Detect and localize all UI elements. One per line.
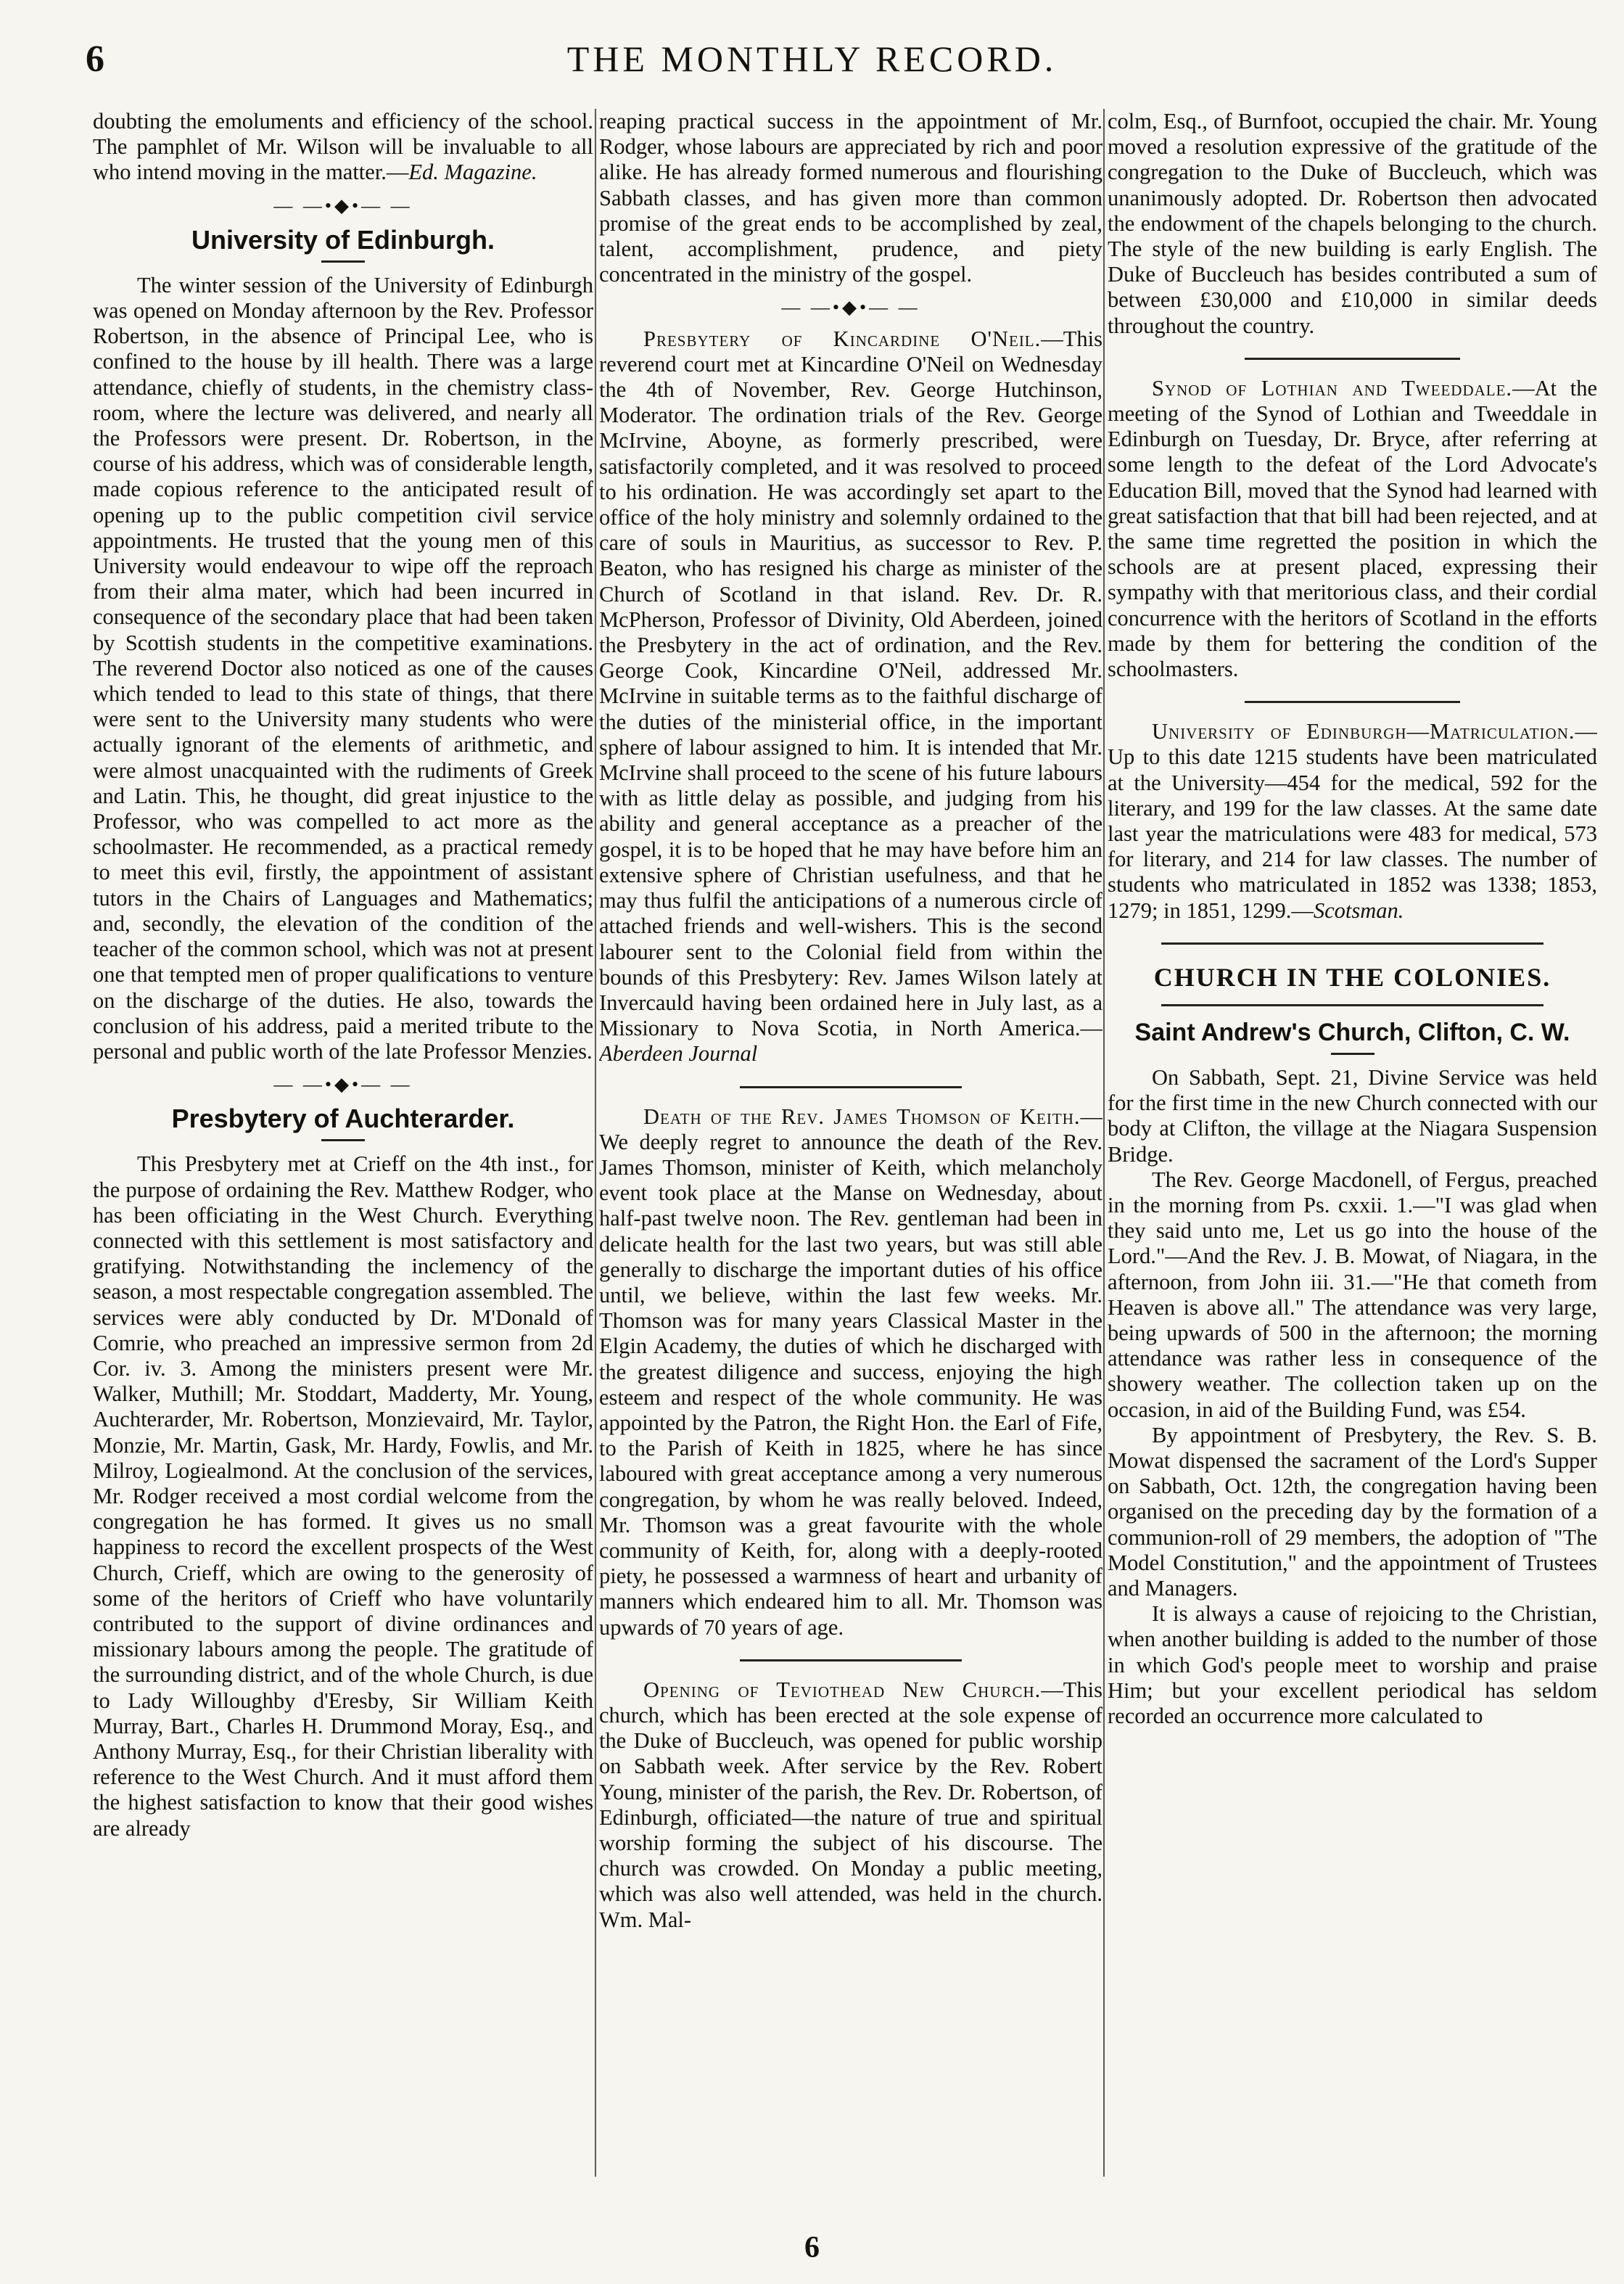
paragraph-clifton-4: It is always a cause of rejoicing to the Christian, when another building is added to the number of those in which God's people meet to worship and praise Him; but your excellent periodical has seldom recorded an occurrence more calculated to [1108,1601,1597,1728]
article-death-thomson [599,1104,1102,1640]
source-scotsman: Scotsman. [1313,897,1404,923]
section-rule [1245,358,1460,360]
article-presbytery-kincardine [599,326,1102,1067]
heading-university-edinburgh: University of Edinburgh. [191,224,495,255]
column-2 [599,109,1102,2191]
publication-title: THE MONTHLY RECORD. [566,38,1058,79]
continuation-text: doubting the emoluments and efficiency of the school. The pamphlet of Mr. Wilson will be invaluable to all who intend moving in the matter.— [93,109,593,185]
heading-church-colonies: CHURCH IN THE COLONIES. [1153,962,1551,992]
matriculation-text: —Up to this date 1215 students have been matriculated at the University—454 for the medical, 592 for the literary, and 199 for the law classes. At the same date last year the matriculations were 483 for medical, 573 for literary, and 214 for law classes. The number of students who matriculated in 1852 was 1338; 1853, 1279; in 1851, 1299.— [1108,719,1597,923]
footer-page-number: 6 [804,2231,820,2264]
article-continuation: reaping practical success in the appointment of Mr. Rodger, whose labours are appreciated by rich and poor alike. He has already formed numerous and flourishing Sabbath classes, and has given more than common promise of the great ends to be accomplished by zeal, talent, accomplishment, prudence, and piety concentrated in the ministry of the gospel. [599,109,1102,287]
paragraph-clifton-2: The Rev. George Macdonell, of Fergus, preached in the morning from Ps. cxxii. 1.—"I was glad when they said unto me, Let us go into the house of the Lord."—And the Rev. J. B. Mowat, of Niagara, in the afternoon, from John iii. 31.—"He that cometh from Heaven is above all." The attendance was very large, being upwards of 500 in the afternoon; the morning attendance was rather less in consequence of the showery weather. The collection taken up on the occasion, in aid of the Building Fund, was £54. [1108,1167,1597,1422]
ornament-divider: — —•◆•— — [273,194,413,216]
page-header [0,38,1624,96]
article-synod-lothian [1108,376,1597,682]
ornament-divider: — —•◆•— — [273,1074,413,1096]
paragraph-clifton-1: On Sabbath, Sept. 21, Divine Service was held for the first time in the new Church connected with our body at Clifton, the village at the Niagara Suspension Bridge. [1108,1064,1597,1167]
article-continuation [93,109,593,186]
teviothead-text: —This church, which has been erected at the sole expense of the Duke of Buccleuch, was opened for public worship on Sabbath week. After service by the Rev. Robert Young, minister of the parish, the Rev. Dr. Robertson, of Edinburgh, officiated—the nature of true and spiritual worship forming the subject of his discourse. The church was crowded. On Monday a public meeting, which was also well attended, was held in the church. Wm. Mal- [599,1677,1102,1932]
editor-signature: Ed. Magazine. [408,160,537,185]
article-university-edinburgh: The winter session of the University of Edinburgh was opened on Monday afternoon by the Rev. Professor Robertson, in the absence of Principal Lee, who is confined to the house by ill health. There was a large attendance, chiefly of students, in the chemistry class-room, where the lecture was delivered, and nearly all the Professors were present. Dr. Robertson, in the course of his address, which was of considerable length, made copious reference to the anticipated result of opening up to the public competition civil service appointments. He trusted that the young men of this University would endeavour to wipe off the reproach from their alma mater, which had been incurred in consequence of the secondary place that had been taken by Scottish students in the competitive examinations. The reverend Doctor also noticed as one of the causes which tended to lead to this state of things, that there were sent to the University many students who were actually ignorant of the elements of arithmetic, and were almost unacquainted with the rudiments of Greek and Latin. This, he thought, did great injustice to the Professor, who was compelled to act more as the schoolmaster. He recommended, as a practical remedy to meet this evil, firstly, the appointment of assistant tutors in the Chairs of Languages and Mathematics; and, secondly, the elevation of the condition of the teacher of the common school, which was not at present one that tempted men of proper qualifications to venture on the discharge of the duties. He also, towards the conclusion of his address, paid a merited tribute to the personal and public worth of the late Professor Menzies. [93,272,593,1064]
section-rule [1245,701,1460,703]
paragraph-clifton-3: By appointment of Presbytery, the Rev. S. B. Mowat dispensed the sacrament of the Lord's Supper on Sabbath, Oct. 12th, the congregation having been organised on the preceding day by the formation of a communion-roll of 29 members, the adoption of "The Model Constitution," and the appointment of Trustees and Managers. [1108,1422,1597,1601]
kincardine-text: —This reverend court met at Kincardine O'Neil on Wednesday the 4th of November, Rev. George Hutchinson, Moderator. The ordination trials of the Rev. George McIrvine, Aboyne, as formerly prescribed, were satisfactorily completed, and it was resolved to proceed to his ordination. He was accordingly set apart to the office of the holy ministry and solemnly ordained to the care of souls in Mauritius, as successor to Rev. P. Beaton, who has resigned his charge as minister of the Church of Scotland in that island. Rev. Dr. R. McPherson, Professor of Divinity, Old Aberdeen, joined the Presbytery in the act of ordination, and the Rev. George Cook, Kincardine O'Neil, addressed Mr. McIrvine in suitable terms as to the faithful discharge of the duties of the ministerial office, in the important sphere of labour assigned to him. It is intended that Mr. McIrvine shall proceed to the scene of his future labours with as little delay as possible, and judging from his ability and general acceptance as a preacher of the gospel, it is to be hoped that he may have before him an extensive sphere of Christian usefulness, and that he may thus fulfil the anticipations of a numerous circle of attached friends and well-wishers. This is the second labourer sent to the Colonial field from within the bounds of this Presbytery: Rev. James Wilson lately at Invercauld having been ordained here in July last, as a Missionary to Nova Scotia, in North America.— [599,326,1102,1041]
article-continuation: colm, Esq., of Burnfoot, occupied the chair. Mr. Young moved a resolution expressive of the gratitude of the congregation to the Duke of Buccleuch, which was unanimously adopted. Dr. Robertson then advocated the endowment of the chapels belonging to the church. The style of the new building is early English. The Duke of Buccleuch has besides contributed a sum of between £30,000 and £10,000 in similar deeds throughout the country. [1108,109,1597,338]
death-text: —We deeply regret to announce the death of the Rev. James Thomson, minister of Keith, which melancholy event took place at the Manse on Wednesday, about half-past twelve noon. The Rev. gentleman had been in delicate health for the last two years, but was still able generally to discharge the important duties of his office until, we believe, within the last few weeks. Mr. Thomson was for many years Classical Master in the Elgin Academy, the duties of which he discharged with the greatest diligence and success, enjoying the high esteem and respect of the whole community. He was appointed by the Patron, the Right Hon. the Earl of Fife, to the Parish of Keith in 1825, where he has since laboured with great acceptance among a very numerous congregation, by whom he was really beloved. Indeed, Mr. Thomson was a great favourite with the whole community of Keith, for, along with a deeply-rooted piety, he possessed a warmness of heart and urbanity of manners which endeared him to all. Mr. Thomson was upwards of 70 years of age. [599,1104,1102,1640]
article-teviothead [599,1677,1102,1933]
source-aberdeen-journal: Aberdeen Journal [599,1041,758,1067]
section-rule [740,1086,961,1088]
column-1 [93,109,593,2191]
column-rule-1 [595,109,596,2177]
short-rule [321,1139,365,1141]
heading-teviothead: Opening of Teviothead New Church. [643,1677,1042,1702]
column-rule-2 [1103,109,1105,2177]
section-rule [1161,1004,1543,1006]
heading-synod-lothian: Synod of Lothian and Tweeddale. [1152,375,1513,400]
heading-matriculation: University of Edinburgh—Matriculation. [1152,719,1575,744]
short-rule [1331,1053,1374,1055]
column-3 [1108,109,1597,2191]
section-rule [1161,942,1543,945]
article-matriculation [1108,719,1597,924]
section-rule [740,1659,961,1661]
heading-presbytery-auchterarder: Presbytery of Auchterarder. [171,1104,515,1134]
article-presbytery-auchterarder: This Presbytery met at Crieff on the 4th inst., for the purpose of ordaining the Rev. Matthew Rodger, who has been officiating in the West Church. Everything connected with this settlement is most satisfactory and gratifying. Notwithstanding the inclemency of the season, a most respectable congregation assembled. The services were ably conducted by Dr. M'Donald of Comrie, who preached an impressive sermon from 2d Cor. iv. 3. Among the ministers present were Mr. Walker, Muthill; Mr. Stoddart, Madderty, Mr. Young, Auchterarder, Mr. Robertson, Monzievaird, Mr. Taylor, Monzie, Mr. Martin, Gask, Mr. Hardy, Fowlis, and Mr. Milroy, Logiealmond. At the conclusion of the services, Mr. Rodger received a most cordial welcome from the congregation he has formed. It gives us no small happiness to record the excellent prospects of the West Church, Crieff, which are owing to the generosity of some of the heritors of Crieff who have voluntarily contributed to the support of divine ordinances and missionary labours among the people. The gratitude of the surrounding district, and of the whole Church, is due to Lady Willoughby d'Eresby, Sir William Keith Murray, Bart., Charles H. Drummond Moray, Esq., and Anthony Murray, Esq., for their Christian liberality with reference to the West Church. And it must afford them the highest satisfaction to know that their good wishes are already [93,1151,593,1841]
heading-saint-andrews-clifton: Saint Andrew's Church, Clifton, C. W. [1134,1018,1570,1046]
synod-text: —At the meeting of the Synod of Lothian and Tweeddale in Edinburgh on Tuesday, Dr. Bryce, after referring at some length to the defeat of the Lord Advocate's Education Bill, moved that the Synod had learned with great satisfaction that that bill had been rejected, and at the same time regretted the position in which the schools are at present placed, expressing their sympathy with that meritorious class, and their cordial concurrence with the heritors of Scotland in the efforts made by them for bettering the condition of the schoolmasters. [1108,375,1597,682]
heading-death-thomson: Death of the Rev. James Thomson of Keith. [643,1104,1081,1129]
ornament-divider: — —•◆•— — [781,297,920,319]
heading-presbytery-kincardine: Presbytery of Kincardine O'Neil. [643,326,1042,351]
short-rule [321,260,365,263]
header-page-number: 6 [86,38,104,80]
